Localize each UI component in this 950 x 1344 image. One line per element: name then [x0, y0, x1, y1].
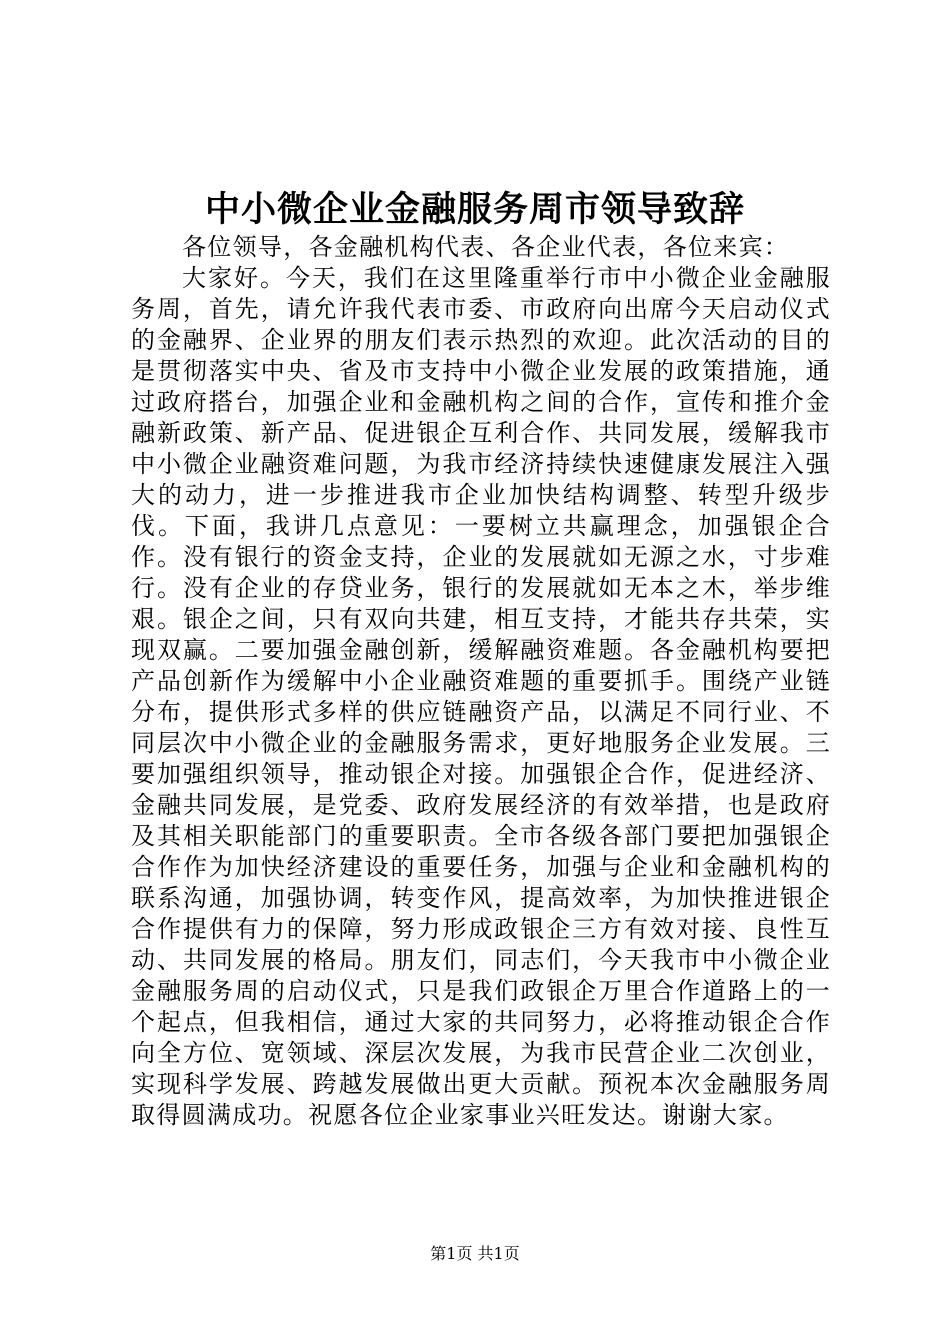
- greeting-paragraph: 各位领导，各金融机构代表、各企业代表，各位来宾：: [182, 233, 790, 261]
- speech-paragraph: 大家好。今天，我们在这里隆重举行市中小微企业金融服务周，首先，请允许我代表市委、市政府向出席今天启动仪式的金融界、企业界的朋友们表示热烈的欢迎。此次活动的目的是贯彻落实中央、省及市支持中小微企业发展的政策措施，通过政府搭台，加强企业和金融机构之间的合作，宣传和推介金融新政策、新产品、促进银企互利合作、共同发展，缓解我市中小微企业融资难问题，为我市经济持续快速健康发展注入强大的动力，进一步推进我市企业加快结构调整、转型升级步伐。下面，我讲几点意见：一要树立共赢理念，加强银企合作。没有银行的资金支持，企业的发展就如无源之水，寸步难行。没有企业的存贷业务，银行的发展就如无本之木，举步维艰。银企之间，只有双向共建，相互支持，才能共存共荣，实现双赢。二要加强金融创新，缓解融资难题。各金融机构要把产品创新作为缓解中小企业融资难题的重要抓手。围绕产业链分布，提供形式多样的供应链融资产品，以满足不同行业、不同层次中小微企业的金融服务需求，更好地服务企业发展。三要加强组织领导，推动银企对接。加强银企合作，促进经济、金融共同发展，是党委、政府发展经济的有效举措，也是政府及其相关职能部门的重要职责。全市各级各部门要把加强银企合作作为加快经济建设的重要任务，加强与企业和金融机构的联系沟通，加强协调，转变作风，提高效率，为加快推进银企合作提供有力的保障，努力形成政银企三方有效对接、良性互动、共同发展的格局。朋友们，同志们，今天我市中小微企业金融服务周的启动仪式，只是我们政银企万里合作道路上的一个起点，但我相信，通过大家的共同努力，必将推动银企合作向全方位、宽领域、深层次发展，为我市民营企业二次创业，实现科学发展、跨越发展做出更大贡献。预祝本次金融服务周取得圆满成功。祝愿各位企业家事业兴旺发达。谢谢大家。: [131, 264, 831, 1129]
- document-title: 中小微企业金融服务周市领导致辞: [204, 189, 745, 230]
- page-footer: 第1页 共1页: [430, 1244, 520, 1263]
- document-body: [131, 232, 831, 1131]
